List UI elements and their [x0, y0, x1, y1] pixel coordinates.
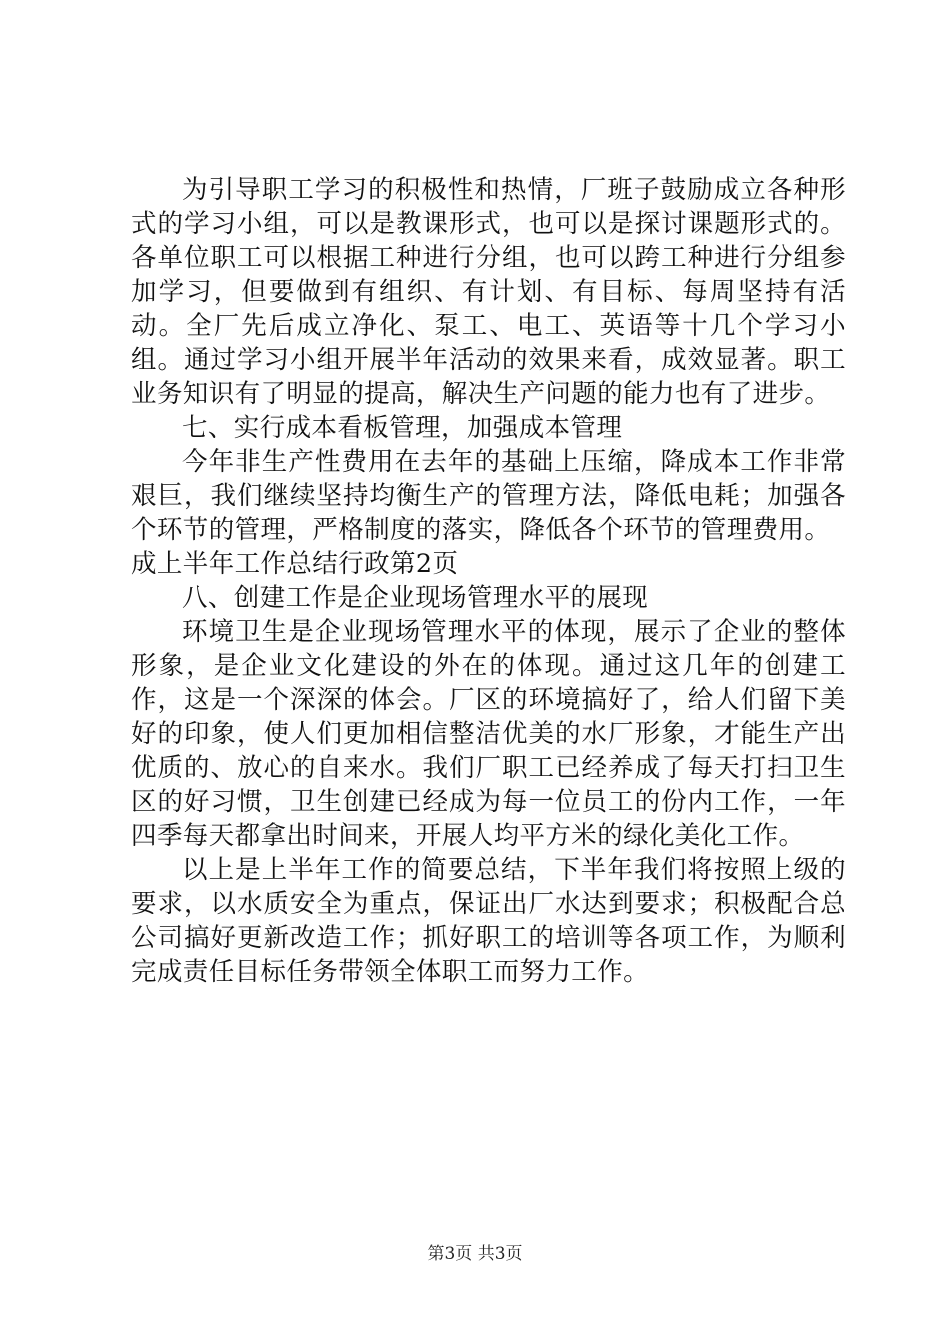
- paragraph-study-groups: 为引导职工学习的积极性和热情，厂班子鼓励成立各种形式的学习小组，可以是教课形式，也可以是探讨课题形式的。各单位职工可以根据工种进行分组，也可以跨工种进行分组参加学习，但要做到有组织、有计划、有目标、每周坚持有活动。全厂先后成立净化、泵工、电工、英语等十几个学习小组。通过学习小组开展半年活动的效果来看，成效显著。职工业务知识有了明显的提高，解决生产问题的能力也有了进步。: [131, 175, 846, 409]
- paragraph-cost-reduction: 今年非生产性费用在去年的基础上压缩，降成本工作非常艰巨，我们继续坚持均衡生产的管理方法，降低电耗；加强各个环节的管理，严格制度的落实，降低各个环节的管理费用。: [131, 447, 846, 545]
- document-body: [131, 173, 846, 989]
- paragraph-environment-hygiene: 环境卫生是企业现场管理水平的体现，展示了企业的整体形象，是企业文化建设的外在的体现。通过这几年的创建工作，这是一个深深的体会。厂区的环境搞好了，给人们留下美好的印象，使人们更加相信整洁优美的水厂形象，才能生产出优质的、放心的自来水。我们厂职工已经养成了每天打扫卫生区的好习惯，卫生创建已经成为每一位员工的份内工作，一年四季每天都拿出时间来，开展人均平方米的绿化美化工作。: [131, 617, 846, 851]
- paragraph-summary: 以上是上半年工作的简要总结，下半年我们将按照上级的要求，以水质安全为重点，保证出厂水达到要求；积极配合总公司搞好更新改造工作；抓好职工的培训等各项工作，为顺利完成责任目标任务带领全体职工而努力工作。: [131, 855, 846, 987]
- page-number-footer: 第3页 共3页: [427, 1244, 523, 1264]
- page-break-marker: 成上半年工作总结行政第2页: [131, 549, 459, 579]
- section-heading-site-management: 八、创建工作是企业现场管理水平的展现: [182, 583, 649, 613]
- section-heading-cost-management: 七、实行成本看板管理，加强成本管理: [182, 413, 623, 443]
